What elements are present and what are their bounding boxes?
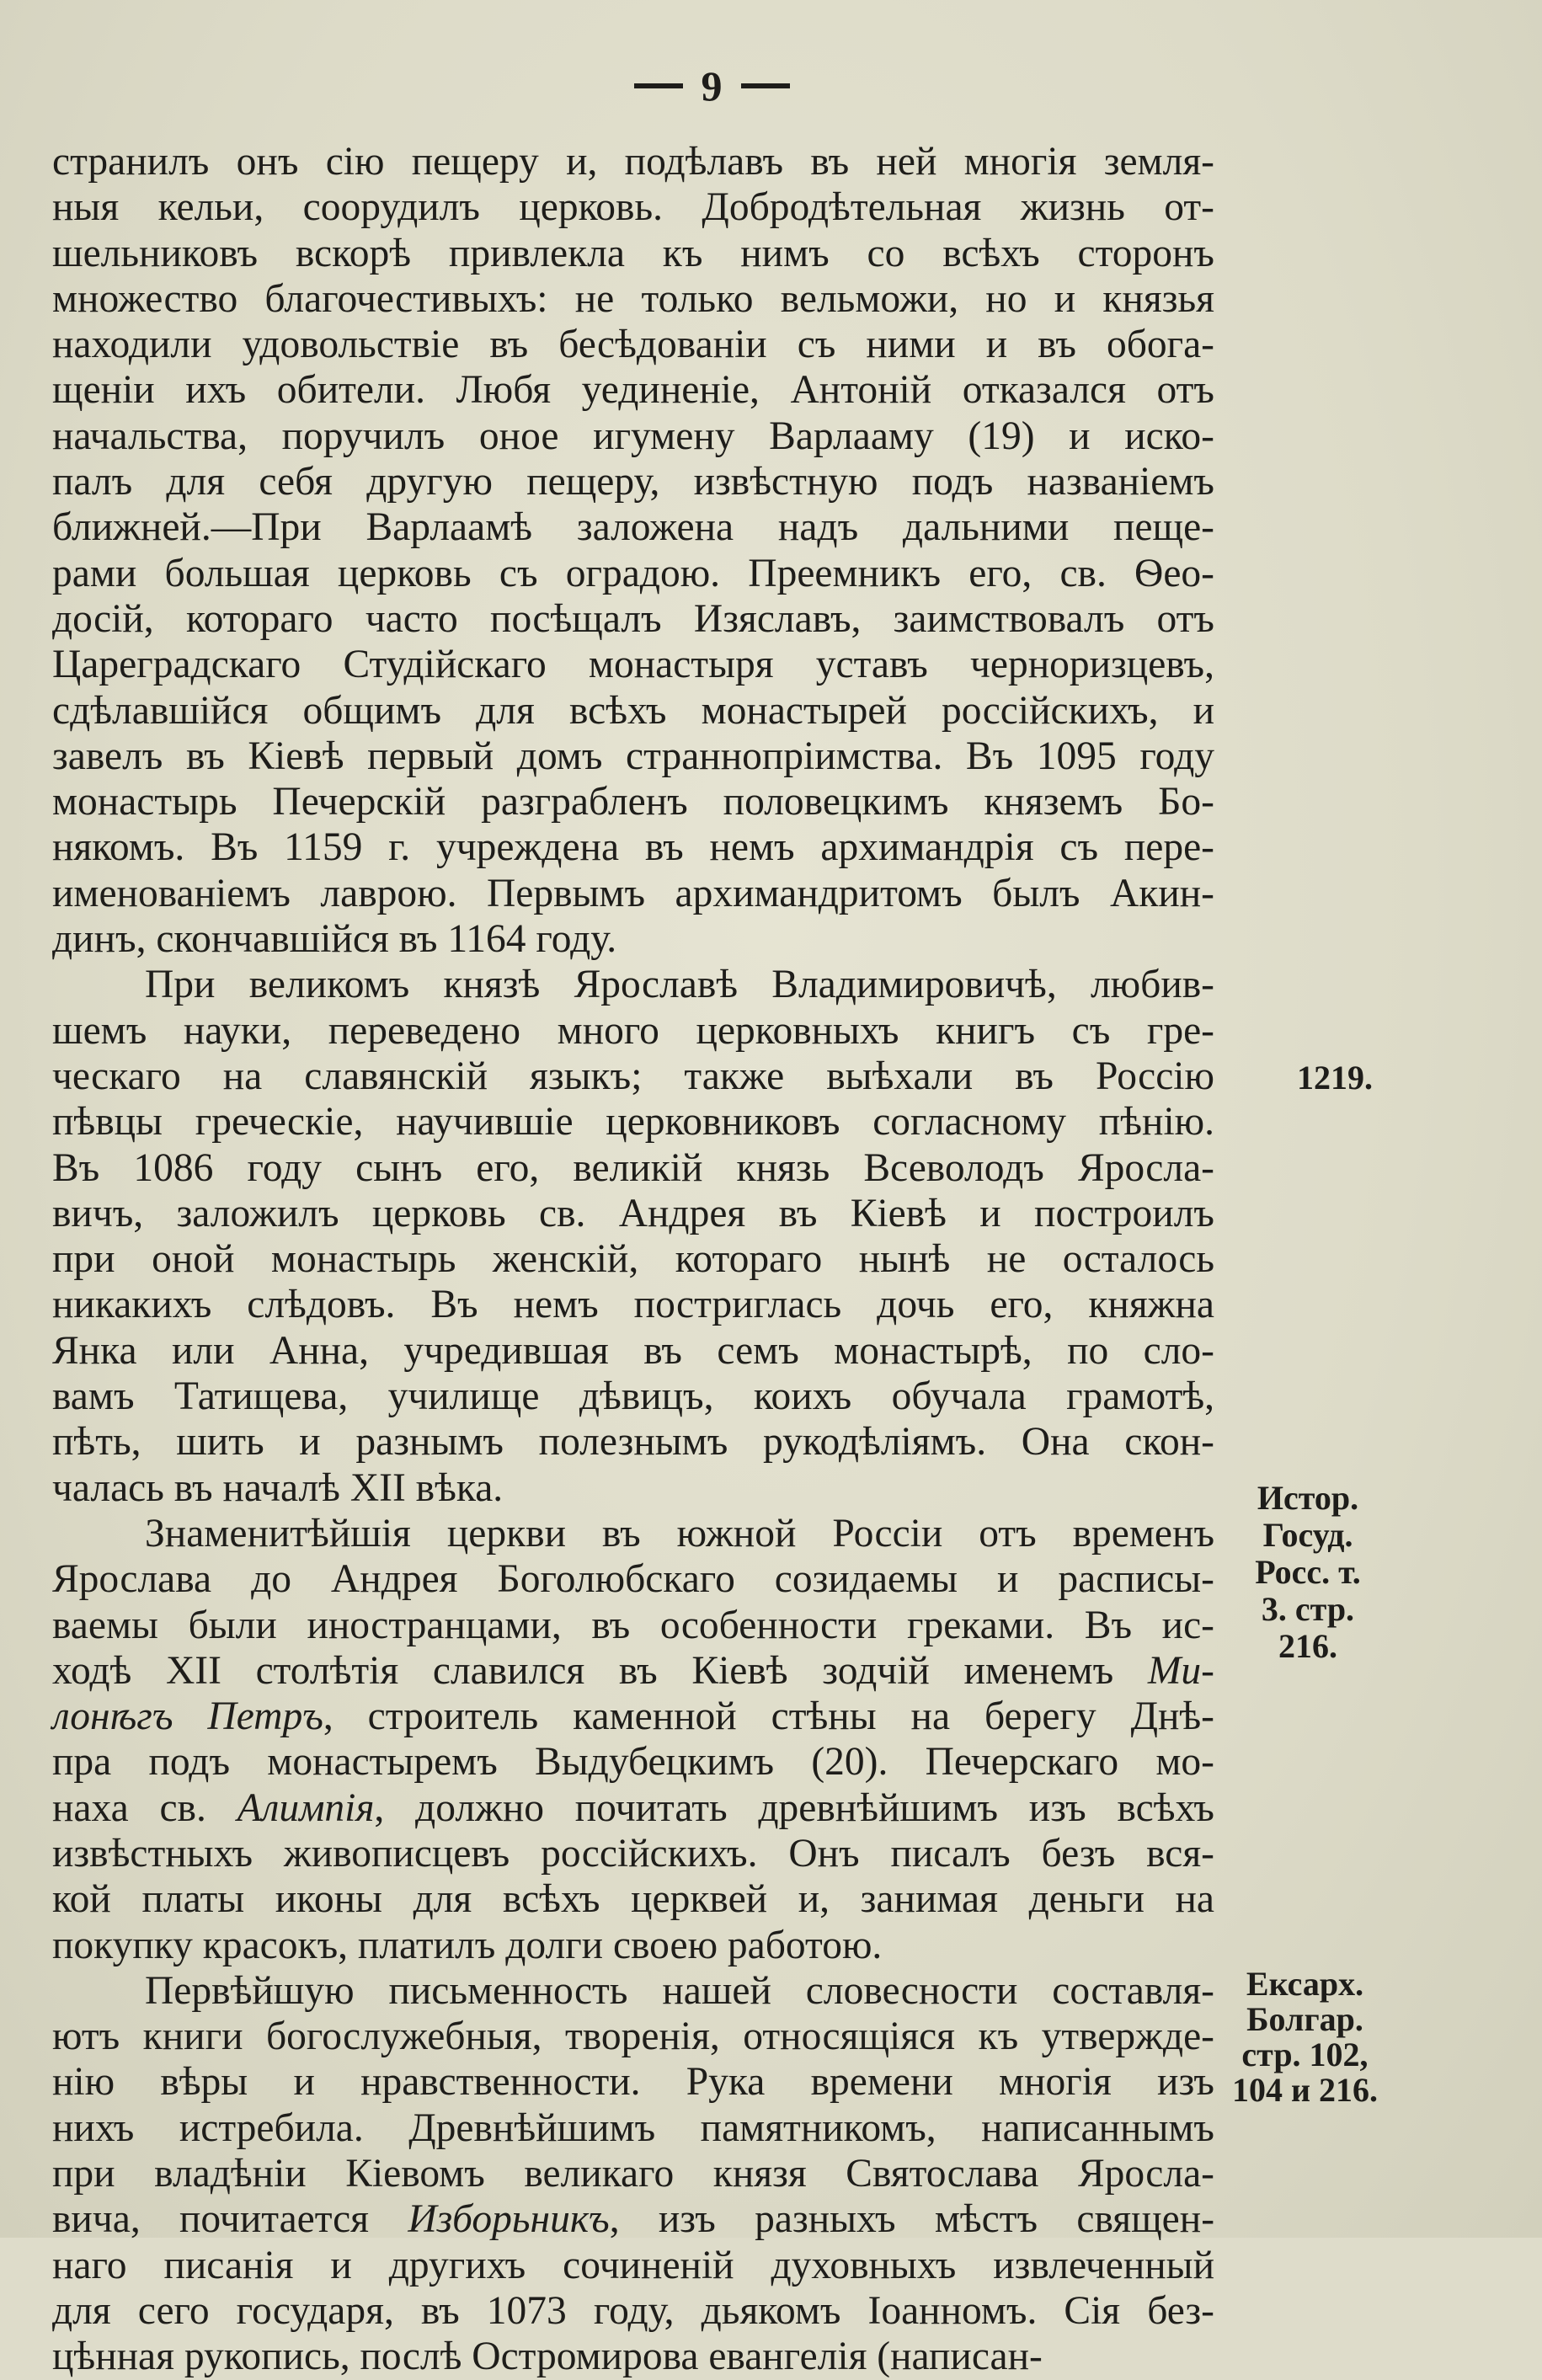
text-line: странилъ онъ сію пещеру и, подѣлавъ въ ней многія земля-	[52, 140, 1214, 184]
text-line: монастырь Печерскій разграбленъ половецкимъ княземъ Бо-	[52, 780, 1214, 824]
text-line: завелъ въ Кіевѣ первый домъ страннопріимства. Въ 1095 году	[52, 734, 1214, 778]
text-line: шемъ науки, переведено много церковныхъ книгъ съ гре-	[52, 1008, 1214, 1053]
text-line: рами большая церковь съ оградою. Преемникъ его, св. Ѳео-	[52, 551, 1214, 595]
text-line: щеніи ихъ обители. Любя уединеніе, Антоній отказался отъ	[52, 368, 1214, 413]
margin-note-istor-gosud	[1245, 1480, 1371, 1665]
text-line: цѣнная рукопись, послѣ Остромирова евангелія (написан-	[52, 2335, 1043, 2379]
text-line: Первѣйшую письменность нашей словесности составля-	[145, 1968, 1214, 2013]
margin-note-line: Истор.	[1257, 1479, 1359, 1517]
margin-note-line: Росс. т.	[1255, 1553, 1361, 1591]
margin-note-eksarh-bolgar	[1231, 1966, 1379, 2108]
text-line: Цареградскаго Студійскаго монастыря уставъ черноризцевъ,	[52, 643, 1214, 687]
header-dash-left	[634, 83, 683, 88]
text-line: ближней.—При Варлаамѣ заложена надъ дальними пеще-	[52, 505, 1214, 550]
margin-note-line: стр. 102,	[1241, 2036, 1369, 2073]
margin-note-line: Госуд.	[1262, 1516, 1353, 1554]
text-line: находили удовольствіе въ бесѣдованіи съ ними и въ обога-	[52, 323, 1214, 367]
paragraph	[52, 1511, 1214, 1968]
text-line: ютъ книги богослужебныя, творенія, относящіяся къ утвержде-	[52, 2014, 1214, 2059]
text-line: някомъ. Въ 1159 г. учреждена въ немъ архимандрія съ пере-	[52, 825, 1214, 870]
text-line: динъ, скончавшійся въ 1164 году.	[52, 917, 617, 962]
text-line: при оной монастырь женскій, котораго нынѣ не осталось	[52, 1237, 1214, 1282]
paragraph	[52, 1968, 1214, 2380]
margin-note-1219: 1219.	[1297, 1059, 1373, 1097]
text-line: вича, почитается Изборьникъ, изъ разныхъ мѣстъ священ-	[52, 2197, 1215, 2242]
paragraph	[52, 139, 1214, 962]
text-line: покупку красокъ, платилъ долги своею работою.	[52, 1923, 883, 1967]
text-line: наго писанія и другихъ сочиненій духовныхъ извлеченный	[52, 2243, 1214, 2287]
text-line: Знаменитѣйшія церкви въ южной Россіи отъ временъ	[145, 1511, 1214, 1556]
text-line: ныя кельи, соорудилъ церковь. Добродѣтельная жизнь от-	[52, 185, 1214, 230]
text-line: чалась въ началѣ XII вѣка.	[52, 1465, 504, 1510]
text-line: При великомъ князѣ Ярославѣ Владимировичѣ, любив-	[145, 963, 1214, 1007]
margin-note-line: 104 и 216.	[1231, 2071, 1379, 2109]
text-line: начальства, поручилъ оное игумену Варлааму (19) и иско-	[52, 414, 1214, 458]
text-line: извѣстныхъ живописцевъ россійскихъ. Онъ писалъ безъ вся-	[52, 1831, 1214, 1876]
paragraph	[52, 962, 1214, 1511]
body-text	[52, 139, 1214, 2380]
text-line: именованіемъ лаврою. Первымъ архимандритомъ былъ Акин-	[52, 871, 1214, 915]
margin-note-line: 3. стр.	[1261, 1590, 1355, 1628]
text-line: Ярослава до Андрея Боголюбскаго созидаемы и расписы-	[52, 1557, 1214, 1602]
text-line: шельниковъ вскорѣ привлекла къ нимъ со всѣхъ сторонъ	[52, 231, 1214, 275]
page-header	[611, 61, 813, 111]
text-line: вамъ Татищева, училище дѣвицъ, коихъ обучала грамотѣ,	[52, 1374, 1214, 1419]
text-line: множество благочестивыхъ: не только вельможи, но и князья	[52, 276, 1214, 321]
margin-note-line: 216.	[1278, 1627, 1337, 1665]
text-line: палъ для себя другую пещеру, извѣстную подъ названіемъ	[52, 460, 1214, 504]
header-dash-right	[741, 83, 790, 88]
text-line: нихъ истребила. Древнѣйшимъ памятникомъ, написаннымъ	[52, 2105, 1214, 2150]
text-line: досій, котораго часто посѣщалъ Изяславъ, заимствовалъ отъ	[52, 596, 1214, 641]
text-line: кой платы иконы для всѣхъ церквей и, занимая деньги на	[52, 1877, 1214, 1922]
text-line: для сего государя, въ 1073 году, дьякомъ Іоанномъ. Сія без-	[52, 2288, 1214, 2333]
margin-note-line: Болгар.	[1246, 2000, 1363, 2038]
text-line: лонѣгъ Петръ, строитель каменной стѣны на берегу Днѣ-	[52, 1694, 1214, 1739]
text-line: ходѣ XII столѣтія славился въ Кіевѣ зодчій именемъ Ми-	[52, 1648, 1214, 1693]
text-line: вичъ, заложилъ церковь св. Андрея въ Кіевѣ и построилъ	[52, 1191, 1214, 1235]
page-number: 9	[701, 62, 723, 109]
text-line: сдѣлавшійся общимъ для всѣхъ монастырей россійскихъ, и	[52, 688, 1214, 733]
text-line: пѣть, шить и разнымъ полезнымъ рукодѣліямъ. Она скон-	[52, 1420, 1214, 1465]
text-line: пра подъ монастыремъ Выдубецкимъ (20). Печерскаго мо-	[52, 1740, 1214, 1785]
text-line: Янка или Анна, учредившая въ семъ монастырѣ, по сло-	[52, 1328, 1214, 1373]
text-line: никакихъ слѣдовъ. Въ немъ постриглась дочь его, княжна	[52, 1283, 1214, 1327]
text-line: при владѣніи Кіевомъ великаго князя Святослава Яросла-	[52, 2152, 1214, 2196]
text-line: ческаго на славянскій языкъ; также выѣхали въ Россію	[52, 1054, 1214, 1098]
text-line: нію вѣры и нравственности. Рука времени многія изъ	[52, 2060, 1214, 2105]
text-line: ваемы были иностранцами, въ особенности греками. Въ ис-	[52, 1603, 1214, 1647]
margin-note-line: Ексарх.	[1246, 1965, 1364, 2003]
text-line: Въ 1086 году сынъ его, великій князь Всеволодъ Яросла-	[52, 1145, 1214, 1190]
text-line: пѣвцы греческіе, научившіе церковниковъ согласному пѣнію.	[52, 1100, 1214, 1145]
text-line: наха св. Алимпія, должно почитать древнѣйшимъ изъ всѣхъ	[52, 1785, 1214, 1830]
